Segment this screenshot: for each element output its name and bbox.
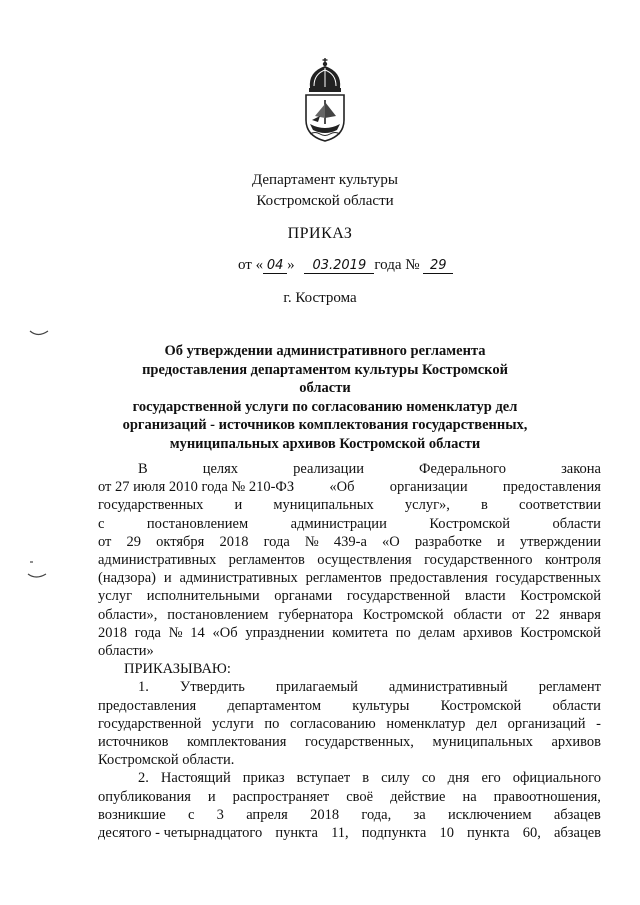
word: предоставления (389, 570, 488, 587)
word: исключением (447, 806, 532, 823)
word: дня (447, 770, 470, 787)
word: абзацев (553, 806, 601, 823)
word: делам (418, 624, 456, 641)
word: «О (381, 533, 400, 550)
word: апреля (246, 806, 288, 823)
order-date-number-line (238, 257, 453, 274)
word: Утвердить (179, 679, 245, 696)
word: года, (361, 806, 392, 823)
body-line (98, 478, 601, 496)
heading-line: Об утверждении административного регламента (164, 343, 486, 359)
word: области (552, 515, 601, 532)
word: вступает (296, 770, 351, 787)
word: В (138, 461, 148, 477)
word: (надзора) (98, 570, 156, 587)
word: государственных (98, 497, 204, 514)
word: администрации (290, 515, 387, 532)
date-prefix: от « (238, 257, 264, 273)
word: 3 (216, 806, 224, 823)
word: с (187, 806, 195, 823)
word: от 27 июля 2010 года № 210-ФЗ (98, 479, 295, 496)
city-name: г. Кострома (283, 290, 357, 306)
scan-mark-icon (28, 328, 52, 340)
word: постановлением (167, 606, 269, 623)
document-body (98, 460, 601, 842)
heading-line: государственной услуги по согласованию номенклатур дел (132, 398, 518, 415)
word: года (263, 533, 290, 550)
word: 2018 (98, 624, 127, 641)
body-line (98, 533, 601, 551)
heading-line: муниципальных архивов Костромской области (169, 435, 481, 452)
heading-line: предоставления департаментом культуры Костромской области (142, 361, 508, 396)
word: правоотношения, (493, 788, 601, 805)
word: и (207, 788, 216, 805)
body-line (98, 715, 601, 733)
word: 1. (138, 679, 149, 696)
word: разработке (414, 533, 482, 550)
word: области», (98, 606, 158, 623)
order-title: ПРИКАЗ (287, 225, 353, 242)
word: приказ (242, 770, 285, 787)
body-line (98, 733, 601, 751)
word: дел (476, 715, 498, 732)
word: государственной (346, 588, 451, 605)
word: комитета (332, 624, 389, 641)
word: муниципальных (273, 497, 374, 514)
word: организаций (507, 715, 586, 732)
scan-mark-icon (26, 560, 50, 584)
word: на (462, 788, 477, 805)
word: услуг», (404, 497, 450, 514)
body-line: области» (98, 643, 154, 660)
word: с (98, 515, 105, 532)
word: пункта (467, 825, 510, 842)
word: губернатора (278, 606, 354, 623)
word: административных (98, 552, 217, 569)
word: десятого - четырнадцатого (98, 825, 263, 842)
word: согласованию (290, 715, 376, 732)
word: 14 (190, 624, 205, 641)
word: опубликования (98, 788, 191, 805)
word: архивов (551, 734, 601, 751)
word: - (596, 715, 601, 732)
word: услуги (211, 715, 254, 732)
word: Костромской (520, 588, 601, 605)
word: 2. (138, 770, 149, 787)
word: и (163, 570, 172, 587)
word: силу (381, 770, 410, 787)
word: предоставления (98, 697, 197, 714)
word: от (511, 606, 526, 623)
body-line (98, 551, 601, 569)
word: 2018 (310, 806, 340, 823)
word: регламентов (228, 552, 305, 569)
word: культуры (352, 697, 410, 714)
word: Настоящий (160, 770, 231, 787)
word: номенклатур (386, 715, 466, 732)
word: государственных (495, 570, 601, 587)
word: власти (464, 588, 506, 605)
word: административный (388, 679, 508, 696)
word: его (481, 770, 501, 787)
word: департаментом (227, 697, 322, 714)
date-suffix: года № (374, 257, 420, 273)
word: Костромской (520, 624, 601, 641)
word: упразднении (245, 624, 325, 641)
word: услуг (98, 588, 133, 605)
heading-line: организаций - источников комплектования государственных, (122, 417, 528, 433)
body-line: Костромской области. (98, 752, 235, 769)
handwritten-month-year: 03.2019 (304, 258, 374, 274)
word: своё (346, 788, 374, 805)
word: 60, (522, 825, 541, 842)
department-line: Департамент культуры (251, 172, 399, 188)
order-keyword: ПРИКАЗЫВАЮ: (124, 661, 231, 678)
word: реализации (293, 461, 364, 477)
word: пункта (275, 825, 318, 842)
word: в (481, 497, 488, 514)
word: контроля (544, 552, 601, 569)
word: муниципальных (432, 734, 533, 751)
body-line (98, 569, 601, 587)
word: 11, (331, 825, 349, 842)
body-line (98, 515, 601, 533)
word: комплектования (187, 734, 287, 751)
date-mid: » (287, 257, 295, 273)
word: и (496, 533, 505, 550)
word: по (395, 624, 411, 641)
word: области (552, 697, 601, 714)
word: 439-а (333, 533, 367, 550)
body-line (98, 587, 601, 605)
body-line (98, 496, 601, 514)
body-line (98, 788, 601, 806)
word: закона (561, 461, 601, 477)
word: органами (274, 588, 333, 605)
word: подпункта (361, 825, 427, 842)
word: «Об (212, 624, 238, 641)
word: за (413, 806, 426, 823)
handwritten-order-number: 29 (423, 258, 453, 274)
word: в (362, 770, 370, 787)
word: 22 (535, 606, 550, 623)
coat-of-arms-emblem (300, 58, 350, 142)
word: «Об (329, 479, 355, 496)
word: 2018 (219, 533, 249, 550)
word: № (304, 533, 319, 550)
body-line (98, 806, 601, 824)
word: 10 (439, 825, 454, 842)
word: предоставления (502, 479, 601, 496)
body-line (98, 697, 601, 715)
word: и (234, 497, 243, 514)
word: целях (202, 461, 239, 477)
word: по (264, 715, 280, 732)
word: соответствии (519, 497, 601, 514)
word: регламентов (305, 570, 382, 587)
word: государственной (98, 715, 202, 732)
handwritten-day: 04 (263, 258, 287, 274)
word: административных (179, 570, 298, 587)
word: государственных, (304, 734, 414, 751)
word: регламент (538, 679, 601, 696)
body-line (98, 624, 601, 642)
word: официального (512, 770, 601, 787)
word: возникшие (98, 806, 166, 823)
word: области (453, 606, 502, 623)
word: прилагаемый (275, 679, 358, 696)
word: со (421, 770, 436, 787)
body-line (98, 460, 601, 478)
word: Костромской (429, 515, 510, 532)
body-line (98, 678, 601, 696)
word: утверждении (519, 533, 601, 550)
word: организации (389, 479, 468, 496)
word: постановлением (146, 515, 249, 532)
word: от (98, 533, 112, 550)
word: Костромской (362, 606, 444, 623)
word: 29 (126, 533, 142, 550)
document-heading (120, 342, 530, 453)
department-name (200, 170, 450, 212)
word: октября (156, 533, 205, 550)
word: государственного (424, 552, 533, 569)
word: Костромской (440, 697, 522, 714)
department-line: Костромской области (256, 193, 394, 209)
word: архивов (462, 624, 513, 641)
body-line (98, 606, 601, 624)
word: осуществления (317, 552, 412, 569)
word: действие (390, 788, 446, 805)
body-line (98, 824, 601, 842)
word: года (134, 624, 161, 641)
word: абзацев (553, 825, 601, 842)
word: Федерального (419, 461, 507, 477)
body-line (98, 769, 601, 787)
word: № (168, 624, 183, 641)
word: распространяет (232, 788, 330, 805)
word: исполнительными (146, 588, 260, 605)
word: января (559, 606, 601, 623)
word: источников (98, 734, 169, 751)
